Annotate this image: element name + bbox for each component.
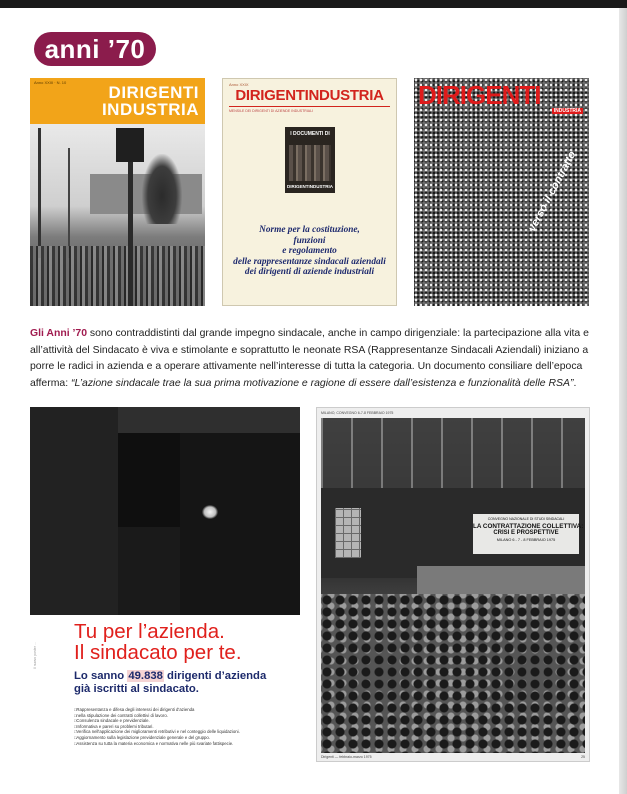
era-label: anni ’70 [34, 32, 156, 66]
caption-body: sono contraddistinti dal grande impegno sindacale, anche in campo dirigenziale: la partecipazione alla vita e all’attività del Sindacato è viva e stimolante e soprattutto le neonate RSA (Rappresentanze Sindacali Aziendali) iniziano a porre le radici in azienda e a operare attivamente nell’interesse di tutta la categoria. Un documento consiliare dell’epoca afferma: [30, 328, 589, 389]
poster-headline-1: Tu per l’azienda. [74, 620, 225, 643]
sub-text: dirigenti d’azienda [163, 670, 267, 682]
masthead-title [102, 84, 199, 118]
conference-photo-page [316, 407, 590, 762]
magazine-cover-2 [222, 78, 397, 306]
audience-crowd [321, 594, 585, 753]
italic-line: delle rappresentanze sindacali aziendali [233, 256, 386, 267]
document-footer: DIRIGENTINDUSTRIA [287, 184, 333, 189]
page-edge [619, 8, 627, 794]
member-count: 49.838 [128, 670, 163, 682]
banner-line-1: CONVEGNO NAZIONALE DI STUDI SINDACALI [487, 517, 565, 521]
banner-line-3: CRISI E PROSPETTIVE [493, 530, 559, 536]
masthead-strap: MENSILE DEI DIRIGENTI DI AZIENDE INDUSTRIALI [229, 109, 314, 113]
italic-line: funzioni [293, 235, 326, 246]
list-item: □ Verifica nell’applicazione dei miglioramenti retributivi e nel conteggio delle liquidazioni. [74, 729, 294, 735]
page-number: 25 [581, 755, 585, 759]
magazine-cover-1 [30, 78, 205, 306]
list-item: □ Informativa e pareri su problemi tributari. [74, 724, 294, 730]
caption-lead: Gli Anni ’70 [30, 328, 88, 339]
masthead-line-2: INDUSTRIA [101, 100, 199, 119]
service-list [74, 707, 294, 746]
magazine-cover-3 [414, 78, 589, 306]
poster-subheadline [74, 670, 266, 696]
masthead-title: DIRIGENTINDUSTRIA [235, 87, 384, 104]
italic-line: e regolamento [282, 246, 337, 257]
sub-text: Lo sanno [74, 670, 128, 682]
crowd-shape [30, 246, 205, 306]
issue-label: Anno XXIII · N. 10 [34, 80, 67, 85]
masthead-title: DIRIGENTI [418, 80, 541, 110]
banner-line-2: LA CONTRATTAZIONE COLLETTIVA: [473, 523, 584, 530]
conference-photo [321, 418, 585, 753]
italic-line: dei dirigenti di aziende industriali [244, 267, 375, 278]
masthead-line-1: DIRIGENTI [108, 83, 199, 102]
caption-paragraph [30, 326, 602, 392]
caption-quote: “L’azione sindacale trae la sua prima motivazione e ragione di essere dall’esistenza e funzionalità delle RSA” [71, 377, 574, 389]
list-item: □ Rappresentanza e difesa degli interessi dei dirigenti d’azienda [74, 707, 294, 713]
list-item: □ Consulenza sindacale e previdenziale. [74, 718, 294, 724]
tree-shape [142, 154, 182, 224]
diagonal-slogan: verso il contratto [526, 149, 579, 234]
union-poster [30, 407, 300, 762]
page-header: MILANO, CONVEGNO 6-7-8 FEBBRAIO 1975 [321, 411, 394, 415]
document-photo [289, 145, 331, 181]
divider [229, 106, 390, 107]
cover-italic-text [229, 225, 390, 278]
poster-headline-2: Il sindacato per te. [74, 641, 242, 664]
italic-line: Norme per la costituzione, [259, 225, 360, 235]
column-shape [30, 407, 118, 615]
list-item: □ nella stipulazione dei contratti collettivi di lavoro. [74, 713, 294, 719]
person-figure [202, 505, 218, 519]
masthead [30, 78, 205, 124]
window-shape [335, 508, 361, 558]
list-item: □ Assistenza su tutta la materia economica e normativa nelle più svariate fattispecie. [74, 741, 294, 747]
street-sign-shape [116, 128, 144, 162]
banner-line-4: MILANO 6 - 7 - 8 FEBBRAIO 1975 [496, 538, 556, 542]
floor-shape [118, 527, 180, 615]
document-title: I DOCUMENTI DI [290, 131, 330, 137]
top-bar [0, 0, 627, 8]
page-footer: Dirigenti — febbraio-marzo 1975 [321, 755, 372, 759]
issue-label: Anno XXIX [229, 82, 249, 87]
list-item: □ Aggiornamento sulla legislazione previdenziale generale e del gruppo. [74, 735, 294, 741]
conference-banner [473, 514, 584, 554]
pole-shape [38, 128, 41, 258]
wall-shape [180, 433, 300, 615]
sub-text: già iscritti al sindacato. [74, 683, 199, 695]
masthead-subtitle: INDUSTRIA [553, 108, 581, 114]
speaker-table [417, 566, 585, 594]
document-thumbnail [285, 127, 335, 193]
ceiling-shape [321, 418, 585, 488]
ceiling-shape [118, 407, 300, 433]
caption-end: . [573, 377, 577, 389]
vertical-credit: Il nuovo poster ... [33, 642, 37, 669]
pole-shape [68, 148, 70, 258]
poster-photo [30, 407, 300, 615]
